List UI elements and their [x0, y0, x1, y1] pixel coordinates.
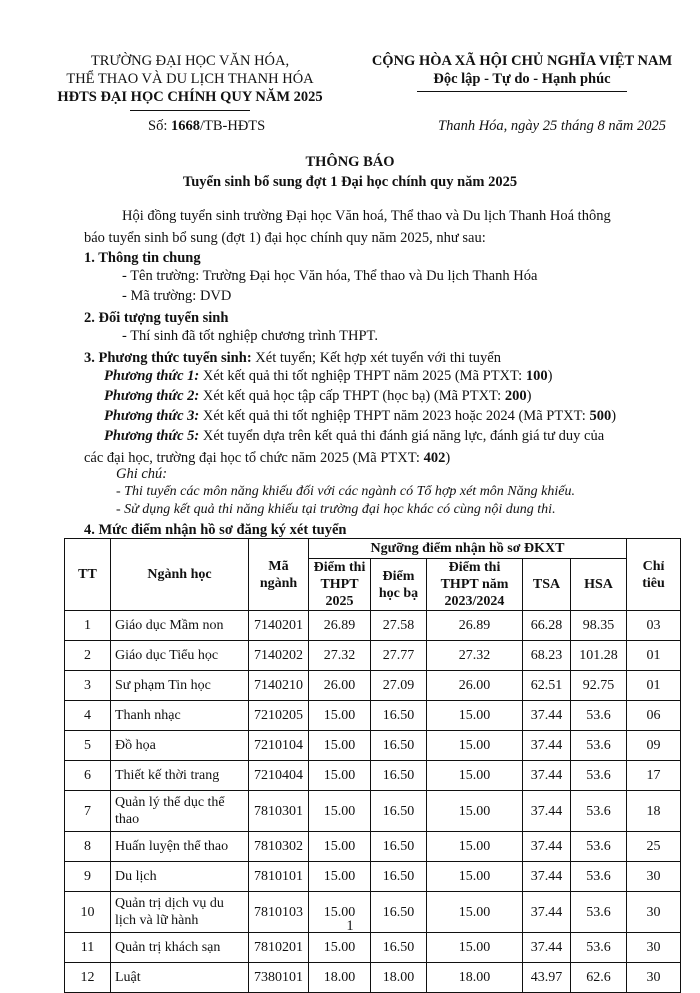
- method-5-code: 402: [423, 450, 446, 466]
- cell-diem-thpt-2023-2024: 27.32: [427, 641, 523, 671]
- cell-tt: 7: [65, 791, 111, 832]
- cell-chi-tieu: 30: [627, 862, 681, 892]
- method-2: [104, 388, 531, 405]
- method-1-code: 100: [525, 368, 548, 384]
- header-nganh-hoc: Ngành học: [111, 539, 249, 611]
- header-hocba-line-1: Điểm: [382, 568, 415, 584]
- table-row: [65, 963, 681, 993]
- header-thpt23-line-1: Điểm thi: [448, 560, 501, 575]
- cell-diem-thpt-2023-2024: 15.00: [427, 933, 523, 963]
- cell-tt: 5: [65, 731, 111, 761]
- cell-diem-hoc-ba: 27.58: [371, 611, 427, 641]
- cell-tsa: 37.44: [523, 832, 571, 862]
- cell-ma-nganh: 7140202: [249, 641, 309, 671]
- table-row: [65, 791, 681, 832]
- cell-hsa: 101.28: [571, 641, 627, 671]
- cell-diem-thpt-2025: 15.00: [309, 933, 371, 963]
- cell-tt: 2: [65, 641, 111, 671]
- header-ma-nganh: [249, 539, 309, 611]
- section-3-heading: 3. Phương thức tuyển sinh:: [84, 350, 252, 366]
- cell-chi-tieu: 18: [627, 791, 681, 832]
- header-chi-tieu-line-2: tiêu: [642, 575, 665, 591]
- cell-diem-hoc-ba: 16.50: [371, 701, 427, 731]
- cell-tsa: 37.44: [523, 761, 571, 791]
- header-hocba-line-2: học bạ: [378, 585, 419, 601]
- section-2-item-1: - Thí sinh đã tốt nghiệp chương trình THPT.: [122, 328, 378, 344]
- cell-diem-hoc-ba: 16.50: [371, 791, 427, 832]
- cell-hsa: 53.6: [571, 933, 627, 963]
- section-2-heading: 2. Đối tượng tuyển sinh: [84, 310, 229, 326]
- cell-diem-hoc-ba: 16.50: [371, 933, 427, 963]
- document-number-prefix: Số:: [148, 118, 171, 134]
- cell-tt: 3: [65, 671, 111, 701]
- cell-diem-thpt-2023-2024: 26.00: [427, 671, 523, 701]
- cell-tt: 9: [65, 862, 111, 892]
- header-chi-tieu: [627, 539, 681, 611]
- table-row: [65, 832, 681, 862]
- method-5-text: Xét tuyển dựa trên kết quả thi đánh giá năng lực, đánh giá tư duy của: [199, 428, 605, 444]
- cell-nganh-hoc: Đồ họa: [111, 731, 249, 761]
- section-3-heading-rest: Xét tuyển; Kết hợp xét tuyển với thi tuyển: [251, 350, 501, 366]
- cell-diem-thpt-2025: 27.32: [309, 641, 371, 671]
- cell-ma-nganh: 7380101: [249, 963, 309, 993]
- cell-tsa: 62.51: [523, 671, 571, 701]
- cell-diem-thpt-2025: 15.00: [309, 791, 371, 832]
- header-diem-hoc-ba: [371, 559, 427, 611]
- cell-ma-nganh: 7810301: [249, 791, 309, 832]
- method-2-code: 200: [504, 388, 527, 404]
- method-1-close: ): [547, 368, 553, 384]
- method-1-label: Phương thức 1:: [104, 368, 200, 384]
- cell-chi-tieu: 03: [627, 611, 681, 641]
- header-diem-thpt-2025: [309, 559, 371, 611]
- issuer-line-1: TRƯỜNG ĐẠI HỌC VĂN HÓA,: [90, 53, 290, 69]
- document-number-suffix: /TB-HĐTS: [199, 118, 266, 134]
- method-3-text: Xét kết quả thi tốt nghiệp THPT năm 2023 hoặc 2024 (Mã PTXT:: [199, 408, 590, 424]
- method-3-close: ): [611, 408, 617, 424]
- cell-nganh-hoc: Thiết kế thời trang: [111, 761, 249, 791]
- cell-ma-nganh: 7810103: [249, 892, 309, 933]
- intro-line-1: Hội đồng tuyển sinh trường Đại học Văn hoá, Thể thao và Du lịch Thanh Hoá thông: [122, 208, 611, 224]
- cell-nganh-hoc: Sư phạm Tin học: [111, 671, 249, 701]
- document-subtitle: Tuyển sinh bổ sung đợt 1 Đại học chính quy năm 2025: [182, 174, 518, 190]
- cell-chi-tieu: 30: [627, 963, 681, 993]
- cell-ma-nganh: 7140201: [249, 611, 309, 641]
- cell-ma-nganh: 7810201: [249, 933, 309, 963]
- issuer-line-2: THỂ THAO VÀ DU LỊCH THANH HÓA: [66, 71, 314, 87]
- document-title-block: [0, 152, 700, 192]
- cell-hsa: 53.6: [571, 862, 627, 892]
- header-tsa: TSA: [523, 559, 571, 611]
- method-5: [104, 428, 604, 445]
- national-motto: Độc lập - Tự do - Hạnh phúc: [433, 71, 611, 87]
- cell-nganh-hoc: Huấn luyện thể thao: [111, 832, 249, 862]
- cell-ma-nganh: 7210404: [249, 761, 309, 791]
- cell-diem-thpt-2023-2024: 15.00: [427, 862, 523, 892]
- cell-diem-hoc-ba: 16.50: [371, 862, 427, 892]
- cell-nganh-hoc: Du lịch: [111, 862, 249, 892]
- cell-chi-tieu: 01: [627, 671, 681, 701]
- cell-ma-nganh: 7210205: [249, 701, 309, 731]
- national-motto-block: [362, 52, 682, 92]
- cell-chi-tieu: 25: [627, 832, 681, 862]
- cell-tsa: 37.44: [523, 892, 571, 933]
- section-3-heading-line: [84, 348, 501, 368]
- header-chi-tieu-line-1: Chỉ: [642, 558, 665, 574]
- header-hsa: HSA: [571, 559, 627, 611]
- cell-diem-thpt-2025: 15.00: [309, 701, 371, 731]
- cell-diem-thpt-2025: 15.00: [309, 892, 371, 933]
- header-thpt23-line-3: 2023/2024: [444, 594, 505, 609]
- cell-hsa: 53.6: [571, 731, 627, 761]
- threshold-table-body: [65, 611, 681, 993]
- cell-ma-nganh: 7210104: [249, 731, 309, 761]
- page-number: 1: [346, 918, 354, 934]
- method-2-text: Xét kết quả học tập cấp THPT (học bạ) (Mã PTXT:: [199, 388, 505, 404]
- table-row: [65, 671, 681, 701]
- cell-tt: 10: [65, 892, 111, 933]
- cell-chi-tieu: 01: [627, 641, 681, 671]
- method-3: [104, 408, 616, 425]
- cell-nganh-hoc: Giáo dục Tiểu học: [111, 641, 249, 671]
- cell-nganh-hoc: Giáo dục Mầm non: [111, 611, 249, 641]
- cell-tsa: 43.97: [523, 963, 571, 993]
- header-thpt-line-3: 2025: [325, 594, 354, 609]
- section-1-item-1: - Tên trường: Trường Đại học Văn hóa, Thể thao và Du lịch Thanh Hóa: [122, 268, 538, 284]
- method-5-line-2: [84, 448, 450, 468]
- method-3-code: 500: [589, 408, 612, 424]
- motto-underline: [417, 91, 627, 92]
- national-title: CỘNG HÒA XÃ HỘI CHỦ NGHĨA VIỆT NAM: [371, 53, 673, 69]
- cell-chi-tieu: 09: [627, 731, 681, 761]
- cell-diem-thpt-2023-2024: 15.00: [427, 701, 523, 731]
- method-3-label: Phương thức 3:: [104, 408, 200, 424]
- header-diem-thpt-2023-2024: [427, 559, 523, 611]
- header-threshold-group: Ngưỡng điểm nhận hồ sơ ĐKXT: [309, 539, 627, 559]
- intro-line-2: báo tuyển sinh bổ sung (đợt 1) đại học chính quy năm 2025, như sau:: [84, 230, 486, 246]
- table-row: [65, 731, 681, 761]
- cell-tt: 12: [65, 963, 111, 993]
- document-number-value: 1668: [170, 118, 200, 134]
- cell-tt: 6: [65, 761, 111, 791]
- cell-ma-nganh: 7140210: [249, 671, 309, 701]
- cell-diem-hoc-ba: 16.50: [371, 832, 427, 862]
- cell-tsa: 66.28: [523, 611, 571, 641]
- method-5-close: ): [445, 450, 451, 466]
- cell-diem-thpt-2023-2024: 15.00: [427, 832, 523, 862]
- cell-diem-thpt-2025: 15.00: [309, 862, 371, 892]
- cell-nganh-hoc: Thanh nhạc: [111, 701, 249, 731]
- cell-diem-hoc-ba: 27.77: [371, 641, 427, 671]
- issuer-line-3: HĐTS ĐẠI HỌC CHÍNH QUY NĂM 2025: [57, 89, 323, 105]
- cell-diem-thpt-2023-2024: 18.00: [427, 963, 523, 993]
- method-5-label: Phương thức 5:: [104, 428, 200, 444]
- cell-tsa: 37.44: [523, 731, 571, 761]
- method-1-text: Xét kết quả thi tốt nghiệp THPT năm 2025 (Mã PTXT:: [199, 368, 526, 384]
- note-1: - Thi tuyển các môn năng khiếu đối với các ngành có Tổ hợp xét môn Năng khiếu.: [116, 484, 575, 499]
- cell-nganh-hoc: Quản trị khách sạn: [111, 933, 249, 963]
- cell-diem-thpt-2025: 15.00: [309, 832, 371, 862]
- table-row: [65, 701, 681, 731]
- cell-diem-hoc-ba: 27.09: [371, 671, 427, 701]
- cell-hsa: 53.6: [571, 832, 627, 862]
- document-title: THÔNG BÁO: [305, 154, 395, 170]
- method-5-line-2-text: các đại học, trường đại học tổ chức năm 2025 (Mã PTXT:: [84, 450, 424, 466]
- cell-hsa: 53.6: [571, 761, 627, 791]
- cell-diem-thpt-2025: 15.00: [309, 731, 371, 761]
- cell-diem-hoc-ba: 16.50: [371, 731, 427, 761]
- cell-diem-thpt-2025: 26.00: [309, 671, 371, 701]
- cell-chi-tieu: 17: [627, 761, 681, 791]
- cell-diem-thpt-2023-2024: 15.00: [427, 731, 523, 761]
- cell-ma-nganh: 7810302: [249, 832, 309, 862]
- note-2: - Sử dụng kết quả thi năng khiếu tại trường đại học khác có cùng nội dung thi.: [116, 502, 556, 517]
- cell-diem-thpt-2025: 26.89: [309, 611, 371, 641]
- cell-hsa: 53.6: [571, 892, 627, 933]
- note-label: Ghi chú:: [116, 466, 168, 482]
- cell-diem-hoc-ba: 16.50: [371, 761, 427, 791]
- section-1-item-2: - Mã trường: DVD: [122, 288, 232, 304]
- cell-nganh-hoc: Quản trị dịch vụ du lịch và lữ hành: [111, 892, 249, 933]
- header-tt: TT: [65, 539, 111, 611]
- header-thpt-line-2: THPT: [320, 577, 359, 592]
- method-2-close: ): [526, 388, 532, 404]
- header-ma-nganh-line-1: Mã: [268, 558, 289, 574]
- cell-hsa: 53.6: [571, 791, 627, 832]
- section-4-heading: 4. Mức điểm nhận hồ sơ đăng ký xét tuyển: [84, 522, 347, 538]
- table-row: [65, 611, 681, 641]
- cell-diem-hoc-ba: 16.50: [371, 892, 427, 933]
- method-1: [104, 368, 552, 385]
- cell-nganh-hoc: Quản lý thể dục thể thao: [111, 791, 249, 832]
- table-row: [65, 933, 681, 963]
- cell-diem-thpt-2025: 18.00: [309, 963, 371, 993]
- cell-hsa: 62.6: [571, 963, 627, 993]
- header-ma-nganh-line-2: ngành: [259, 575, 298, 591]
- cell-hsa: 53.6: [571, 701, 627, 731]
- cell-ma-nganh: 7810101: [249, 862, 309, 892]
- cell-nganh-hoc: Luật: [111, 963, 249, 993]
- cell-diem-thpt-2023-2024: 15.00: [427, 791, 523, 832]
- header-thpt-line-1: Điểm thi: [313, 560, 366, 575]
- cell-diem-thpt-2025: 15.00: [309, 761, 371, 791]
- cell-tsa: 37.44: [523, 791, 571, 832]
- cell-diem-thpt-2023-2024: 15.00: [427, 892, 523, 933]
- table-row: [65, 862, 681, 892]
- cell-tt: 4: [65, 701, 111, 731]
- cell-diem-thpt-2023-2024: 26.89: [427, 611, 523, 641]
- document-date: Thanh Hóa, ngày 25 tháng 8 năm 2025: [438, 118, 666, 134]
- table-row: [65, 641, 681, 671]
- cell-chi-tieu: 30: [627, 892, 681, 933]
- cell-tt: 1: [65, 611, 111, 641]
- cell-diem-thpt-2023-2024: 15.00: [427, 761, 523, 791]
- cell-chi-tieu: 30: [627, 933, 681, 963]
- section-1-heading: 1. Thông tin chung: [84, 250, 201, 266]
- cell-tsa: 37.44: [523, 701, 571, 731]
- cell-tsa: 68.23: [523, 641, 571, 671]
- document-number: [148, 118, 265, 135]
- issuer-block: [40, 52, 340, 111]
- table-row: [65, 761, 681, 791]
- issuer-underline: [130, 110, 250, 111]
- cell-tsa: 37.44: [523, 933, 571, 963]
- cell-tsa: 37.44: [523, 862, 571, 892]
- cell-tt: 11: [65, 933, 111, 963]
- cell-chi-tieu: 06: [627, 701, 681, 731]
- header-thpt23-line-2: THPT năm: [440, 577, 509, 592]
- cell-hsa: 98.35: [571, 611, 627, 641]
- cell-hsa: 92.75: [571, 671, 627, 701]
- cell-tt: 8: [65, 832, 111, 862]
- cell-diem-hoc-ba: 18.00: [371, 963, 427, 993]
- method-2-label: Phương thức 2:: [104, 388, 200, 404]
